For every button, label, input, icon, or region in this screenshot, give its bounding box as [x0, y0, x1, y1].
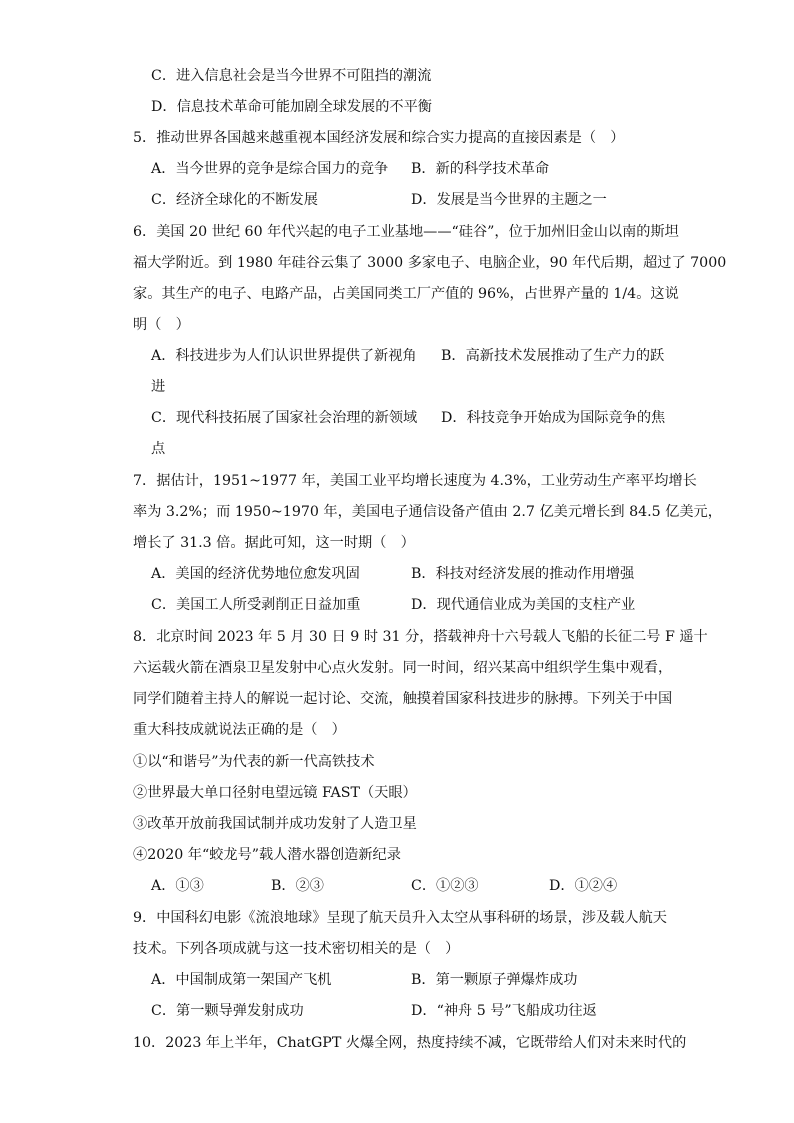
q9-option-c: C．第一颗导弹发射成功 — [151, 1003, 304, 1019]
q8-option-c: C．①②③ — [411, 878, 479, 894]
q5-stem: 5．推动世界各国越来越重视本国经济发展和综合实力提高的直接因素是（ ） — [133, 130, 625, 146]
q8-option-b: B．②③ — [271, 878, 324, 894]
q5-option-b: B．新的科学技术革命 — [411, 161, 550, 177]
q7-option-c: C．美国工人所受剥削正日益加重 — [151, 597, 361, 613]
q7-stem-line3: 增长了 31.3 倍。据此可知，这一时期（ ） — [133, 535, 415, 551]
q8-item-2: ②世界最大单口径射电望远镜 FAST（天眼） — [133, 785, 417, 801]
q5-option-a: A．当今世界的竞争是综合国力的竞争 — [151, 161, 389, 177]
q5-option-c: C．经济全球化的不断发展 — [151, 192, 318, 208]
q9-stem-line1: 9．中国科幻电影《流浪地球》呈现了航天员升入太空从事科研的场景，涉及载人航天 — [133, 910, 667, 926]
q6-stem-line1: 6．美国 20 世纪 60 年代兴起的电子工业基地——“硅谷”，位于加州旧金山以南的斯坦 — [133, 224, 679, 240]
q6-option-d-wrap: 点 — [151, 441, 166, 457]
q7-stem-line2: 率为 3.2%；而 1950~1970 年，美国电子通信设备产值由 2.7 亿美元增长到 84.5 亿美元， — [133, 504, 722, 520]
q7-option-d: D．现代通信业成为美国的支柱产业 — [411, 597, 636, 613]
q6-option-a: A．科技进步为人们认识世界提供了新视角 — [151, 348, 417, 364]
q9-option-b: B．第一颗原子弹爆炸成功 — [411, 972, 578, 988]
q7-option-a: A．美国的经济优势地位愈发巩固 — [151, 566, 360, 582]
q9-option-d: D．“神舟 5 号”飞船成功往返 — [411, 1003, 597, 1019]
q8-item-1: ①以“和谐号”为代表的新一代高铁技术 — [133, 754, 375, 770]
q9-option-a: A．中国制成第一架国产飞机 — [151, 972, 332, 988]
q8-option-a: A．①③ — [151, 878, 204, 894]
q6-option-b-wrap: 进 — [151, 379, 166, 395]
q6-option-d: D．科技竞争开始成为国际竞争的焦 — [441, 410, 666, 426]
q9-stem-line2: 技术。下列各项成就与这一技术密切相关的是（ ） — [133, 941, 460, 957]
q6-option-c: C．现代科技拓展了国家社会治理的新领域 — [151, 410, 418, 426]
q8-option-d: D．①②④ — [549, 878, 618, 894]
q7-stem-line1: 7．据估计，1951~1977 年，美国工业平均增长速度为 4.3%，工业劳动生产率平均增长 — [133, 473, 697, 489]
q8-stem-line3: 同学们随着主持人的解说一起讨论、交流，触摸着国家科技进步的脉搏。下列关于中国 — [133, 691, 673, 707]
q8-stem-line4: 重大科技成就说法正确的是（ ） — [133, 722, 346, 738]
q8-stem-line1: 8．北京时间 2023 年 5 月 30 日 9 时 31 分，搭载神舟十六号载人飞船的长征二号 F 遥十 — [133, 629, 708, 645]
q8-stem-line2: 六运载火箭在酒泉卫星发射中心点火发射。同一时间，绍兴某高中组织学生集中观看， — [133, 660, 673, 676]
q10-stem-line1: 10．2023 年上半年，ChatGPT 火爆全网，热度持续不减，它既带给人们对未来时代的 — [133, 1035, 687, 1051]
q6-stem-line4: 明（ ） — [133, 317, 190, 333]
q5-option-d: D．发展是当今世界的主题之一 — [411, 192, 607, 208]
q8-item-4: ④2020 年“蛟龙号”载人潜水器创造新纪录 — [133, 847, 401, 863]
q4-option-d: D．信息技术革命可能加剧全球发展的不平衡 — [151, 99, 432, 115]
q6-stem-line2: 福大学附近。到 1980 年硅谷云集了 3000 多家电子、电脑企业，90 年代后期，超过了 7000 — [133, 255, 727, 271]
q6-option-b: B．高新技术发展推动了生产力的跃 — [441, 348, 665, 364]
q8-item-3: ③改革开放前我国试制并成功发射了人造卫星 — [133, 816, 417, 832]
q6-stem-line3: 家。其生产的电子、电路产品，占美国同类工厂产值的 96%，占世界产量的 1/4。这说 — [133, 286, 679, 302]
q7-option-b: B．科技对经济发展的推动作用增强 — [411, 566, 635, 582]
q4-option-c: C．进入信息社会是当今世界不可阻挡的潮流 — [151, 68, 432, 84]
